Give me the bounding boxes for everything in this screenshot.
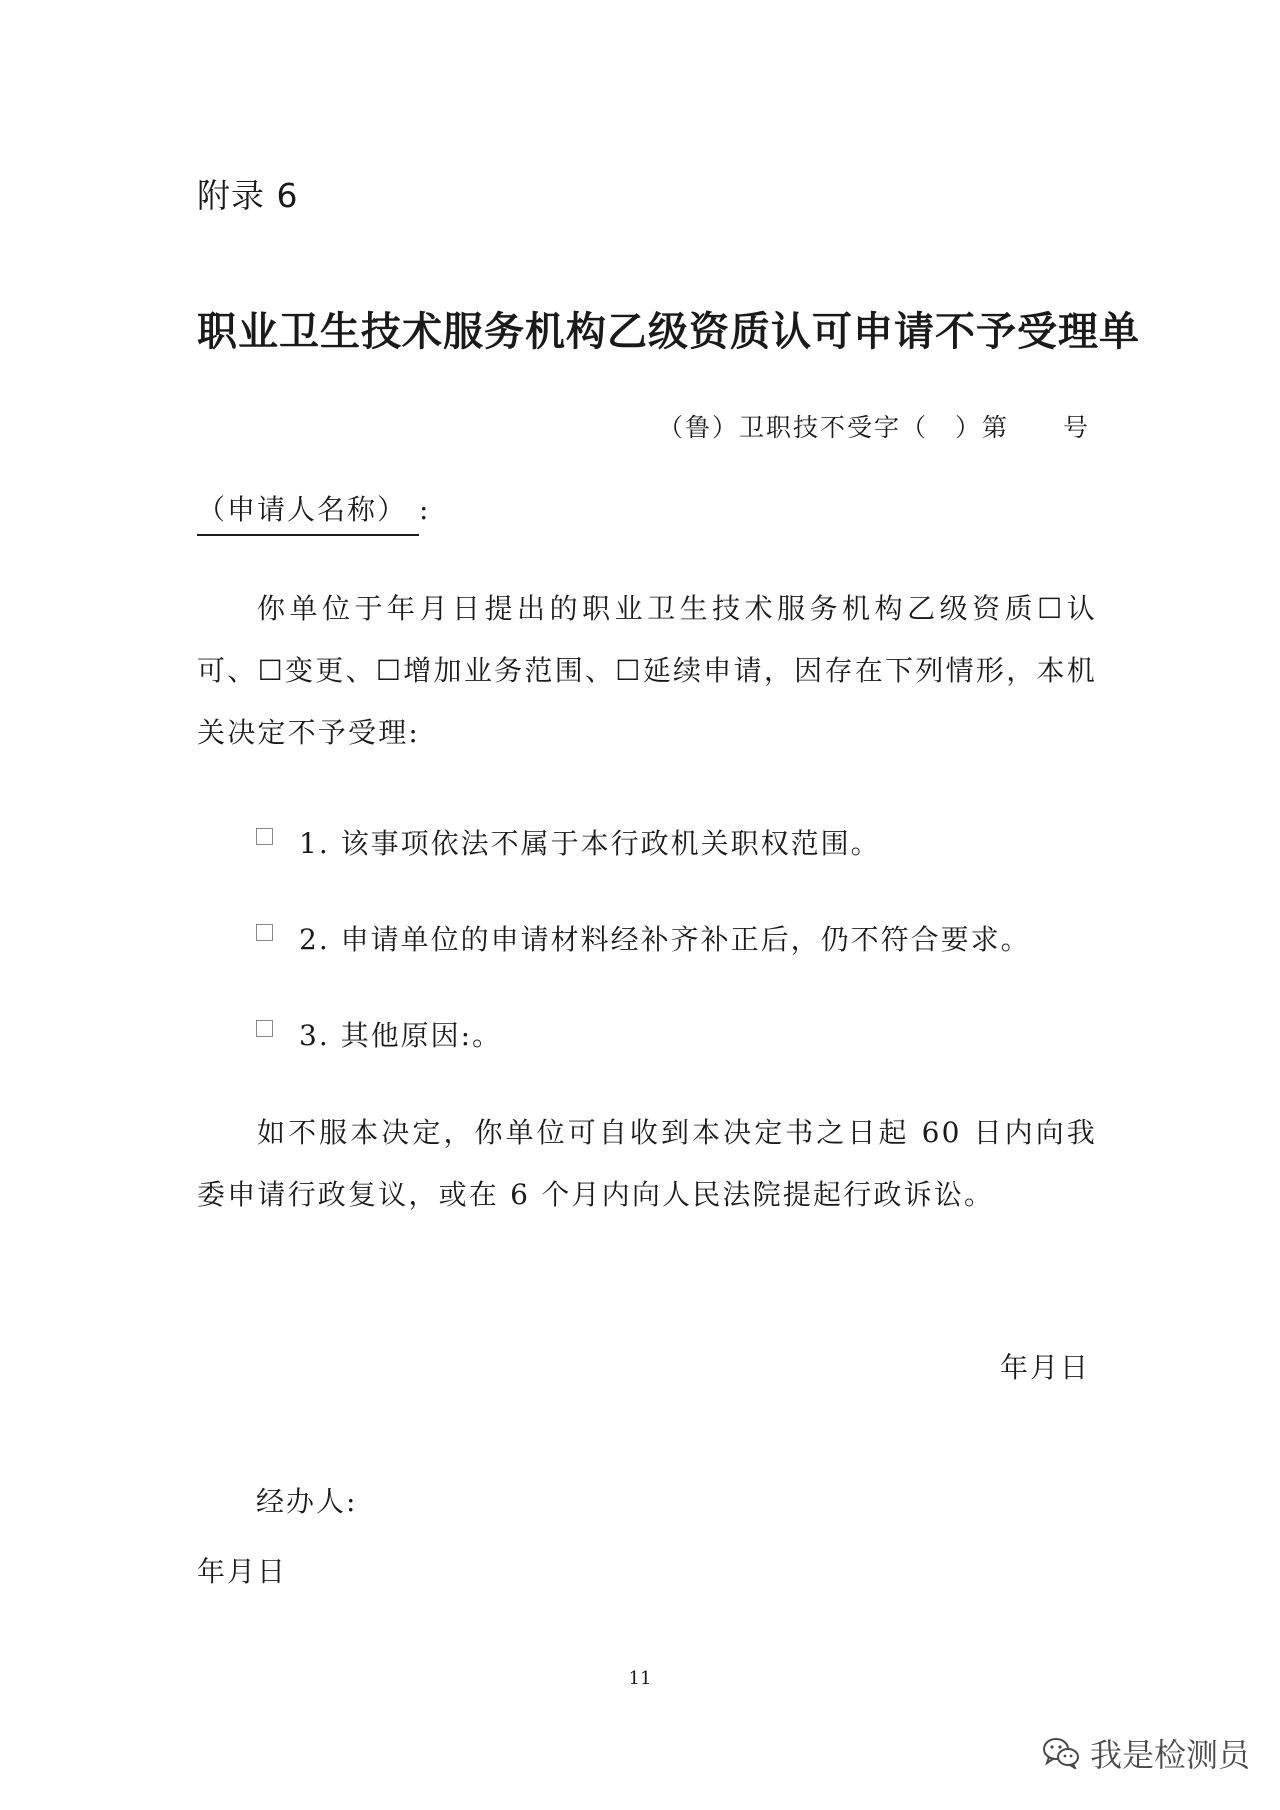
reason-label: 2. 申请单位的申请材料经补齐补正后，仍不符合要求。: [299, 923, 1031, 956]
applicant-name-blank: （申请人名称）: [197, 488, 419, 536]
applicant-line: [197, 488, 430, 536]
reason-item-1: [256, 822, 881, 862]
issue-date: 年月日: [999, 1351, 1090, 1384]
checkbox-icon: [256, 828, 273, 845]
reason-label: 3. 其他原因:。: [299, 1019, 503, 1052]
checkbox-icon: [256, 1020, 273, 1037]
watermark-text: 我是检测员: [1089, 1736, 1250, 1774]
reason-item-3: [256, 1014, 502, 1054]
appeal-paragraph: 如不服本决定，你单位可自收到本决定书之日起 60 日内向我委申请行政复议，或在 6 个月内向人民法院提起行政诉讼。: [197, 1116, 1097, 1211]
page-title: 职业卫生技术服务机构乙级资质认可申请不予受理单: [197, 309, 1140, 355]
body-paragraph: 你单位于年月日提出的职业卫生技术服务机构乙级资质☐认可、☐变更、☐增加业务范围、☐延续申请，因存在下列情形，本机关决定不予受理:: [197, 592, 1097, 749]
reason-label: 1. 该事项依法不属于本行政机关职权范围。: [299, 827, 881, 860]
checkbox-icon: [256, 924, 273, 941]
wechat-icon: [1042, 1737, 1080, 1769]
page-number: 11: [628, 1668, 652, 1689]
appendix-label: 附录 6: [197, 176, 299, 215]
handler-date: 年月日: [197, 1555, 288, 1588]
handler-label: 经办人:: [256, 1485, 358, 1518]
reason-item-2: [256, 918, 1031, 958]
watermark: [1042, 1730, 1250, 1776]
applicant-suffix: :: [419, 493, 431, 526]
document-number: （鲁）卫职技不受字（ ）第 号: [657, 413, 1090, 442]
